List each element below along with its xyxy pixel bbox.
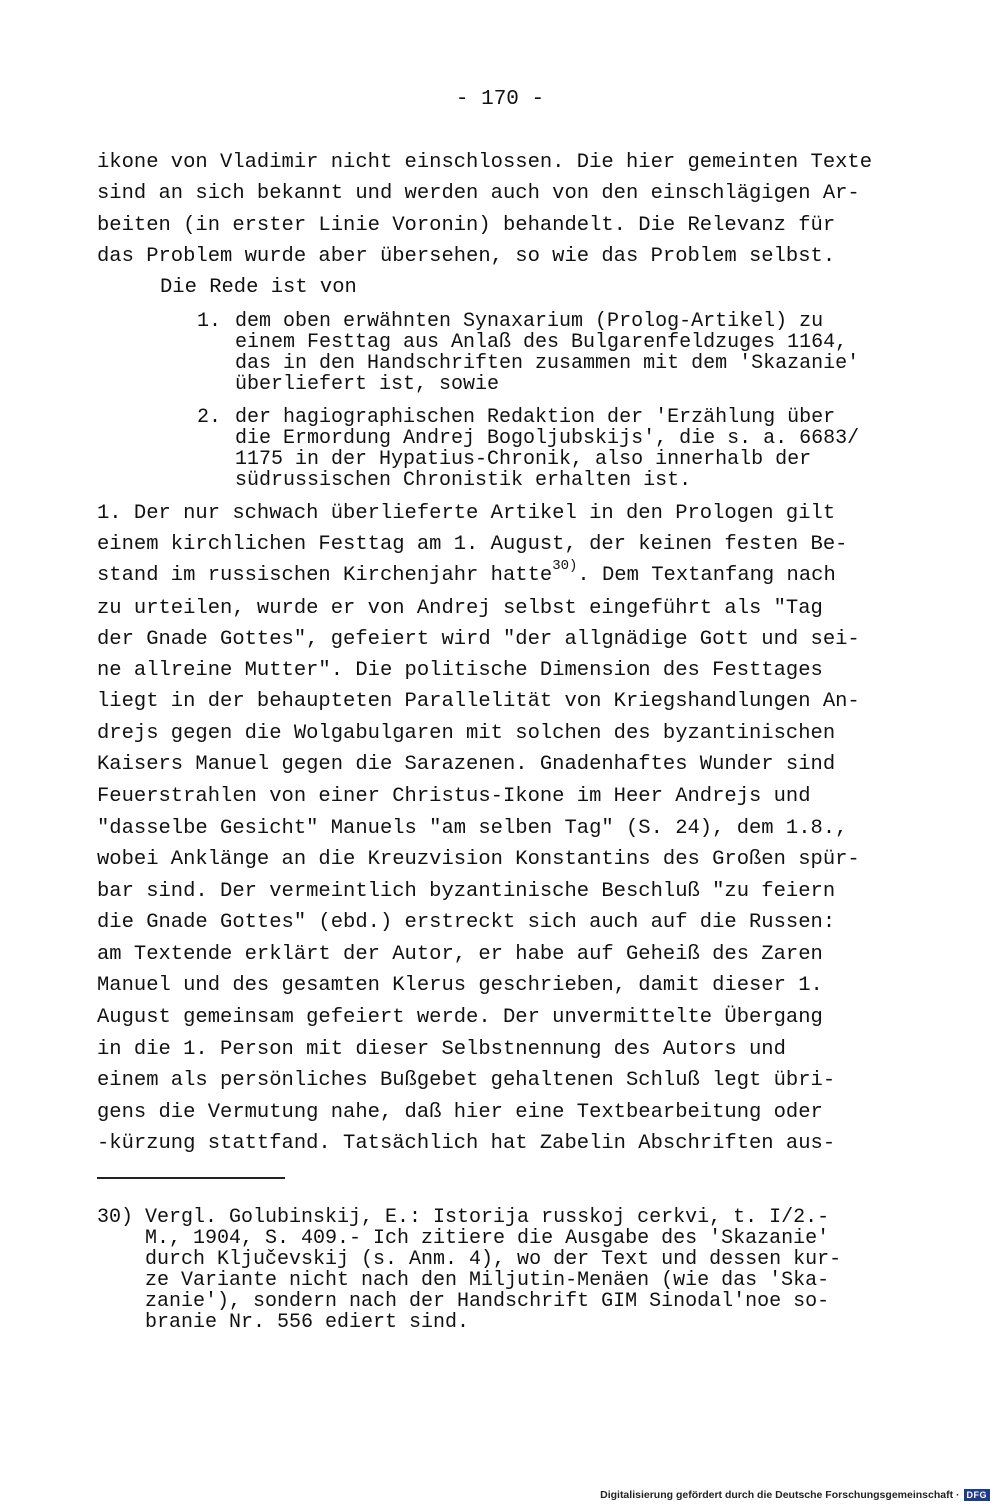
text-line: zu urteilen, wurde er von Andrej selbst eingeführt als "Tag xyxy=(97,597,823,620)
digitization-stamp xyxy=(600,1489,990,1501)
text-segment: stand im russischen Kirchenjahr hatte xyxy=(97,564,553,587)
text-line: Feuerstrahlen von einer Christus-Ikone im Heer Andrejs und xyxy=(97,785,811,808)
text-line: M., 1904, S. 409.- Ich zitiere die Ausgabe des 'Skazanie' xyxy=(145,1227,830,1250)
text-line: das in den Handschriften zusammen mit dem 'Skazanie' xyxy=(235,352,860,375)
text-line: 1175 in der Hypatius-Chronik, also innerhalb der xyxy=(235,448,812,471)
text-line: die Gnade Gottes" (ebd.) erstreckt sich auch auf die Russen: xyxy=(97,911,836,934)
text-line: liegt in der behaupteten Parallelität von Kriegshandlungen An- xyxy=(97,690,860,713)
text-line: Vergl. Golubinskij, E.: Istorija russkoj cerkvi, t. I/2.- xyxy=(145,1206,830,1229)
page-number: - 170 - xyxy=(455,88,545,111)
text-line: wobei Anklänge an die Kreuzvision Konstantins des Großen spür- xyxy=(97,848,860,871)
text-line: branie Nr. 556 ediert sind. xyxy=(145,1311,470,1334)
footnote-marker: 30) xyxy=(97,1206,134,1229)
text-line: -kürzung stattfand. Tatsächlich hat Zabelin Abschriften aus- xyxy=(97,1132,836,1155)
text-line: ze Variante nicht nach den Miljutin-Menäen (wie das 'Ska- xyxy=(145,1269,830,1292)
text-line: Die Rede ist von xyxy=(160,276,357,299)
text-line: der hagiographischen Redaktion der 'Erzählung über xyxy=(235,406,836,429)
list-marker: 1. xyxy=(197,310,222,333)
text-line: die Ermordung Andrej Bogoljubskijs', die s. a. 6683/ xyxy=(235,427,860,450)
text-line: sind an sich bekannt und werden auch von den einschlägigen Ar- xyxy=(97,182,860,205)
text-line: am Textende erklärt der Autor, er habe auf Geheiß des Zaren xyxy=(97,943,823,966)
text-line: der Gnade Gottes", gefeiert wird "der allgnädige Gott und sei- xyxy=(97,628,860,651)
text-line: in die 1. Person mit dieser Selbstnennung des Autors und xyxy=(97,1038,786,1061)
text-line: Kaisers Manuel gegen die Sarazenen. Gnadenhaftes Wunder sind xyxy=(97,753,836,776)
text-line: überliefert ist, sowie xyxy=(235,373,500,396)
text-line: einem kirchlichen Festtag am 1. August, der keinen festen Be- xyxy=(97,533,848,556)
text-line: ne allreine Mutter". Die politische Dimension des Festtages xyxy=(97,659,823,682)
text-line: dem oben erwähnten Synaxarium (Prolog-Artikel) zu xyxy=(235,310,824,333)
list-marker: 2. xyxy=(197,406,222,429)
text-line: durch Ključevskij (s. Anm. 4), wo der Text und dessen kur- xyxy=(145,1248,842,1271)
text-line: ikone von Vladimir nicht einschlossen. Die hier gemeinten Texte xyxy=(97,151,873,174)
text-line: bar sind. Der vermeintlich byzantinische Beschluß "zu feiern xyxy=(97,880,836,903)
footnote-divider xyxy=(97,1177,285,1179)
text-line: gens die Vermutung nahe, daß hier eine Textbearbeitung oder xyxy=(97,1101,823,1124)
text-segment: . Dem Textanfang nach xyxy=(577,564,836,587)
text-line: drejs gegen die Wolgabulgaren mit solchen des byzantinischen xyxy=(97,722,836,745)
stamp-text: Digitalisierung gefördert durch die Deutsche Forschungsgemeinschaft · xyxy=(600,1489,960,1501)
footnote-ref: 30) xyxy=(552,558,578,575)
dfg-logo-icon: DFG xyxy=(964,1489,991,1501)
text-line: "dasselbe Gesicht" Manuels "am selben Tag" (S. 24), dem 1.8., xyxy=(97,817,848,840)
text-line: Manuel und des gesamten Klerus geschrieben, damit dieser 1. xyxy=(97,974,823,997)
text-line: 1. Der nur schwach überlieferte Artikel in den Prologen gilt xyxy=(97,502,836,525)
text-line: zanie'), sondern nach der Handschrift GIM Sinodal'noe so- xyxy=(145,1290,830,1313)
text-line xyxy=(97,558,836,588)
text-line: August gemeinsam gefeiert werde. Der unvermittelte Übergang xyxy=(97,1006,823,1029)
text-line: das Problem wurde aber übersehen, so wie das Problem selbst. xyxy=(97,245,836,268)
text-line: beiten (in erster Linie Voronin) behandelt. Die Relevanz für xyxy=(97,214,836,237)
text-line: einem als persönliches Bußgebet gehaltenen Schluß legt übri- xyxy=(97,1069,836,1092)
text-line: einem Festtag aus Anlaß des Bulgarenfeldzuges 1164, xyxy=(235,331,848,354)
text-line: südrussischen Chronistik erhalten ist. xyxy=(235,469,692,492)
